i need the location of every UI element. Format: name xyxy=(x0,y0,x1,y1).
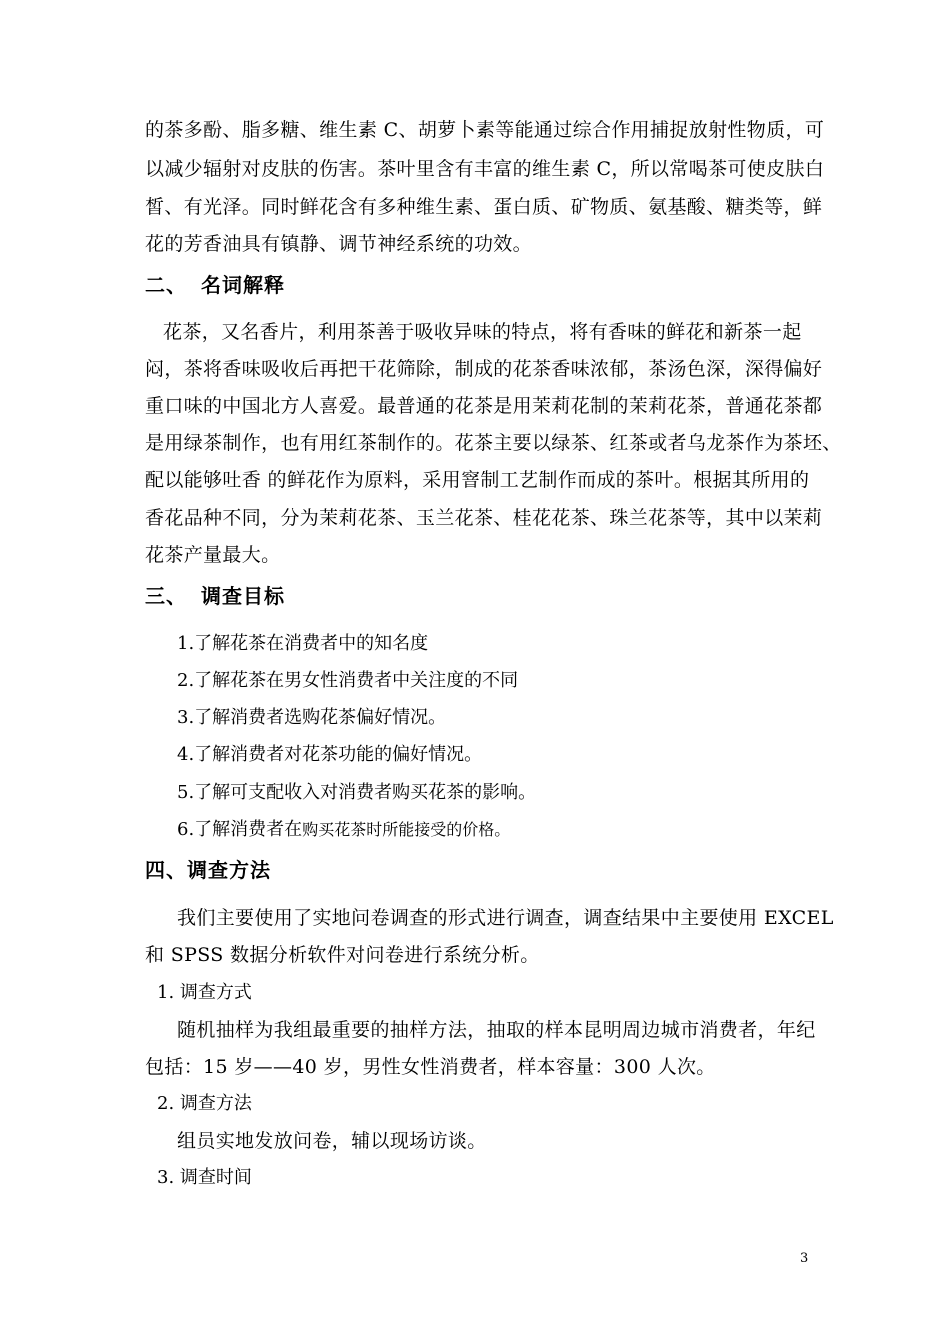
goal-item-3: 3.了解消费者选购花茶偏好情况。 xyxy=(177,707,447,728)
sampling-line-2: 包括：15 岁——40 岁，男性女性消费者，样本容量：300 人次。 xyxy=(145,1056,716,1078)
definition-line-7: 花茶产量最大。 xyxy=(145,544,281,566)
section-heading-3 xyxy=(145,583,285,609)
intro-line-3: 皙、有光泽。同时鲜花含有多种维生素、蛋白质、矿物质、氨基酸、糖类等，鲜 xyxy=(145,196,823,218)
goal-item-4: 4.了解消费者对花茶功能的偏好情况。 xyxy=(177,744,483,765)
definition-line-3: 重口味的中国北方人喜爱。最普通的花茶是用茉莉花制的茉莉花茶，普通花茶都 xyxy=(145,395,823,417)
section-title: 调查目标 xyxy=(201,584,285,608)
goal-item-5: 5.了解可支配收入对消费者购买花茶的影响。 xyxy=(177,782,537,803)
section-number: 二、 xyxy=(145,273,187,297)
definition-line-1: 花茶，又名香片，利用茶善于吸收异味的特点，将有香味的鲜花和新茶一起 xyxy=(163,321,802,343)
subsection-label-2: 2. 调查方法 xyxy=(157,1093,252,1114)
definition-line-6: 香花品种不同，分为茉莉花茶、玉兰花茶、桂花花茶、珠兰花茶等，其中以茉莉 xyxy=(145,507,823,529)
definition-line-2: 闷，茶将香味吸收后再把干花筛除，制成的花茶香味浓郁，茶汤色深，深得偏好 xyxy=(145,358,823,380)
definition-line-4: 是用绿茶制作，也有用红茶制作的。花茶主要以绿茶、红茶或者乌龙茶作为茶坯、 xyxy=(145,432,842,454)
goal-item-6-prefix: 6.了解消费者在 xyxy=(177,819,303,840)
section-number: 三、 xyxy=(145,584,187,608)
section-title: 名词解释 xyxy=(201,273,285,297)
intro-line-2: 以减少辐射对皮肤的伤害。茶叶里含有丰富的维生素 C，所以常喝茶可使皮肤白 xyxy=(145,158,825,180)
method-line-1: 我们主要使用了实地问卷调查的形式进行调查，调查结果中主要使用 EXCEL xyxy=(177,907,834,929)
subsection-label-3: 3. 调查时间 xyxy=(157,1167,252,1188)
sampling-line-1: 随机抽样为我组最重要的抽样方法，抽取的样本昆明周边城市消费者，年纪 xyxy=(177,1019,816,1041)
goal-item-1: 1.了解花茶在消费者中的知名度 xyxy=(177,633,429,654)
section-heading-2 xyxy=(145,272,285,298)
intro-line-4: 花的芳香油具有镇静、调节神经系统的功效。 xyxy=(145,233,533,255)
page-number: 3 xyxy=(800,1251,809,1266)
survey-method-line: 组员实地发放问卷，辅以现场访谈。 xyxy=(177,1130,487,1152)
definition-line-5: 配以能够吐香 的鲜花作为原料，采用窨制工艺制作而成的茶叶。根据其所用的 xyxy=(145,469,810,491)
section-heading-4: 四、调查方法 xyxy=(145,858,271,882)
method-line-2: 和 SPSS 数据分析软件对问卷进行系统分析。 xyxy=(145,944,540,966)
subsection-label-1: 1. 调查方式 xyxy=(157,982,252,1003)
goal-item-6-suffix: 购买花茶时所能接受的价格。 xyxy=(302,820,511,839)
goal-item-2: 2.了解花茶在男女性消费者中关注度的不同 xyxy=(177,670,519,691)
intro-line-1: 的茶多酚、脂多糖、维生素 C、胡萝卜素等能通过综合作用捕捉放射性物质，可 xyxy=(145,119,825,141)
goal-item-6 xyxy=(177,818,510,842)
